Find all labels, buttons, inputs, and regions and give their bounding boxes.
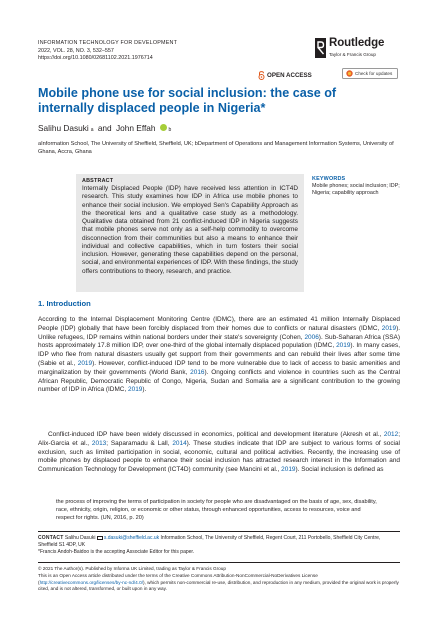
text-run: ). Ongoing conflicts and violence in countries such as the Central African Republic, Democratic Republic of Congo, Nigeria, Sudan and Somalia are a significant contribution to the growing number of IDP in Africa (IDMC,	[38, 368, 400, 394]
abstract-text: Internally Displaced People (IDP) have received less attention in ICT4D research. This study examines how IDP in Africa use mobile phones to enhance their social inclusion. We employed Sen's Capability Approach as the theoretical lens and a qualitative case study as a methodology. Qualitative data obtained from 21 conflict-induced IDP in Nigeria suggests that mobile phones serve not only as a self-help commodity to overcome disconnection from their communities but also a means to enhance their individual and collective capabilities, which in turn fosters their social inclusion. However, generating these capabilities depend on the personal, social, and environmental experiences of IDP. With these findings, the study offers contributions to theory, research, and practice.	[82, 185, 299, 275]
text-run: ), which permits non-commercial re-use, distribution, and reproduction in any medium, provided the original work is properly cited, and is not altered, transformed, or built upon in any way.	[38, 579, 399, 592]
author-list	[38, 123, 171, 133]
text-run: ). Social inclusion is defined as	[295, 466, 384, 474]
journal-issue: 2022, VOL. 28, NO. 3, 532–557	[38, 47, 114, 54]
citation-link[interactable]: 2006	[304, 333, 319, 341]
text-run: ). However, conflict-induced IDP tend to be more vulnerable due to lack of access to basic amenities and marginalization by their governments (World Bank,	[38, 359, 400, 376]
citation-link[interactable]: 2019	[281, 466, 296, 474]
text-run: ). Unlike refugees, IDP remains within national borders under their state's sovereignty (Cohen,	[38, 324, 400, 341]
citation-link[interactable]: 2014	[172, 439, 187, 447]
block-quote	[56, 498, 378, 522]
license-link[interactable]: http://creativecommons.org/licenses/by-nc-nd/4.0/	[39, 579, 143, 585]
keywords-block	[312, 176, 400, 197]
check-updates-label: Check for updates	[355, 71, 393, 76]
text-run: ; Saparamadu & Lall,	[106, 439, 173, 447]
license-block	[38, 566, 400, 593]
author-name[interactable]: Salihu Dasuki	[38, 123, 89, 133]
text-run: the process of improving the terms of participation in society for people who are disadvantaged on the basis of age, sex, disability, race, ethnicity, origin, religion, or economic or other status, through enhanced opportunities, access to resources, voice and respect for rights. (UN,	[56, 499, 377, 521]
editor-note: *Francis Andoh-Baidoo is the accepting Associate Editor for this paper.	[38, 549, 195, 556]
contact-block	[38, 535, 400, 557]
citation-link[interactable]: 2016	[190, 368, 205, 376]
section-heading: 1. Introduction	[38, 299, 91, 308]
journal-name: INFORMATION TECHNOLOGY FOR DEVELOPMENT	[38, 40, 178, 46]
keywords-heading: KEYWORDS	[312, 176, 346, 182]
open-lock-icon	[258, 71, 265, 80]
citation-link[interactable]: 2019	[381, 324, 397, 332]
abstract-box	[76, 174, 304, 292]
crossmark-icon	[346, 70, 353, 77]
affiliations: aInformation School, The University of Sheffield, Sheffield, UK; bDepartment of Operations and Management Information Systems, University of Ghana, Accra, Ghana	[38, 141, 394, 155]
keywords-text: Mobile phones; social inclusion; IDP; Nigeria; capability approach	[312, 183, 400, 197]
text-run: ). Sub-Saharan Africa (SSA) hosts approximately 17.8 million IDP, over one-third of the global internally displaced population (IDMC,	[38, 333, 400, 350]
mail-icon	[97, 536, 103, 540]
open-access-label: OPEN ACCESS	[267, 72, 312, 79]
abstract-heading: ABSTRACT	[82, 178, 114, 184]
text-run: , p. 20)	[126, 515, 144, 521]
paragraph	[38, 316, 400, 395]
contact-address: Information School, The University of Sheffield, Regent Court, 211 Portobello, Sheffield City Centre, Sheffield S1 4DP, UK	[38, 535, 381, 549]
open-access-badge	[258, 71, 312, 80]
contact-email[interactable]: s.dasuki@sheffield.ac.uk	[103, 535, 160, 541]
text-run: ). These studies indicate that IDP are subject to various forms of social exclusion, such as limited participation in social, economic, cultural and political activities. Recently, the increasing use of mobile phones by displaced people to enhance their social inclusion has attracted research interest in the Information and Communication Technology for Development (ICT4D) community (see Mancini et al.,	[38, 439, 400, 474]
publisher-logo	[315, 36, 405, 62]
contact-label: CONTACT	[38, 535, 64, 541]
divider	[38, 531, 400, 532]
text-run: ; Alix-Garcia et al.,	[38, 431, 400, 447]
author-name[interactable]: John Effah	[115, 123, 156, 133]
citation-link[interactable]: 2019	[336, 342, 351, 350]
text-run: Conflict-induced IDP have been widely discussed in economics, political and development literature (Akresh et al.,	[48, 431, 384, 438]
citation-link[interactable]: 2019	[128, 386, 143, 394]
affil-marker: a	[90, 127, 94, 133]
copyright-line: © 2021 The Author(s). Published by Informa UK Limited, trading as Taylor & Francis Group	[38, 566, 227, 571]
text-run: This is an Open Access article distributed under the terms of the Creative Commons Attribution-NonCommercial-NoDerivatives License (	[38, 572, 318, 585]
citation-link[interactable]: 2012	[383, 431, 399, 438]
contact-name: Salihu Dasuki	[63, 535, 97, 541]
journal-meta	[38, 40, 177, 63]
text-run: According to the Internal Displacement Monitoring Centre (IDMC), there are an estimated 41 million Internally Displaced People (IDP) globally that have been forcibly displaced from their homes due to conflicts or natural disasters (IDMC,	[38, 316, 400, 332]
check-updates-button[interactable]	[342, 68, 398, 79]
affil-marker: b	[168, 127, 172, 133]
publisher-name: Routledge	[329, 37, 385, 49]
routledge-mark-icon	[315, 38, 326, 58]
text-run: ).	[142, 386, 147, 394]
author-separator: and	[95, 123, 114, 133]
publisher-sub: Taylor & Francis Group	[329, 52, 376, 57]
paragraph	[38, 431, 400, 475]
article-title: Mobile phone use for social inclusion: the case of internally displaced people in Nigeria*	[38, 86, 337, 115]
citation-link[interactable]: 2013	[91, 439, 107, 447]
citation-link[interactable]: 2016	[113, 515, 127, 521]
citation-link[interactable]: 2019	[77, 359, 93, 367]
text-run: ). In many cases, IDP who flee from natural disasters usually get support from their governments and can rebuild their lives after some time (Sabie et al.,	[38, 342, 401, 367]
orcid-icon[interactable]	[160, 124, 167, 131]
journal-doi[interactable]: https://doi.org/10.1080/02681102.2021.1976714	[38, 55, 153, 62]
divider	[38, 562, 400, 563]
